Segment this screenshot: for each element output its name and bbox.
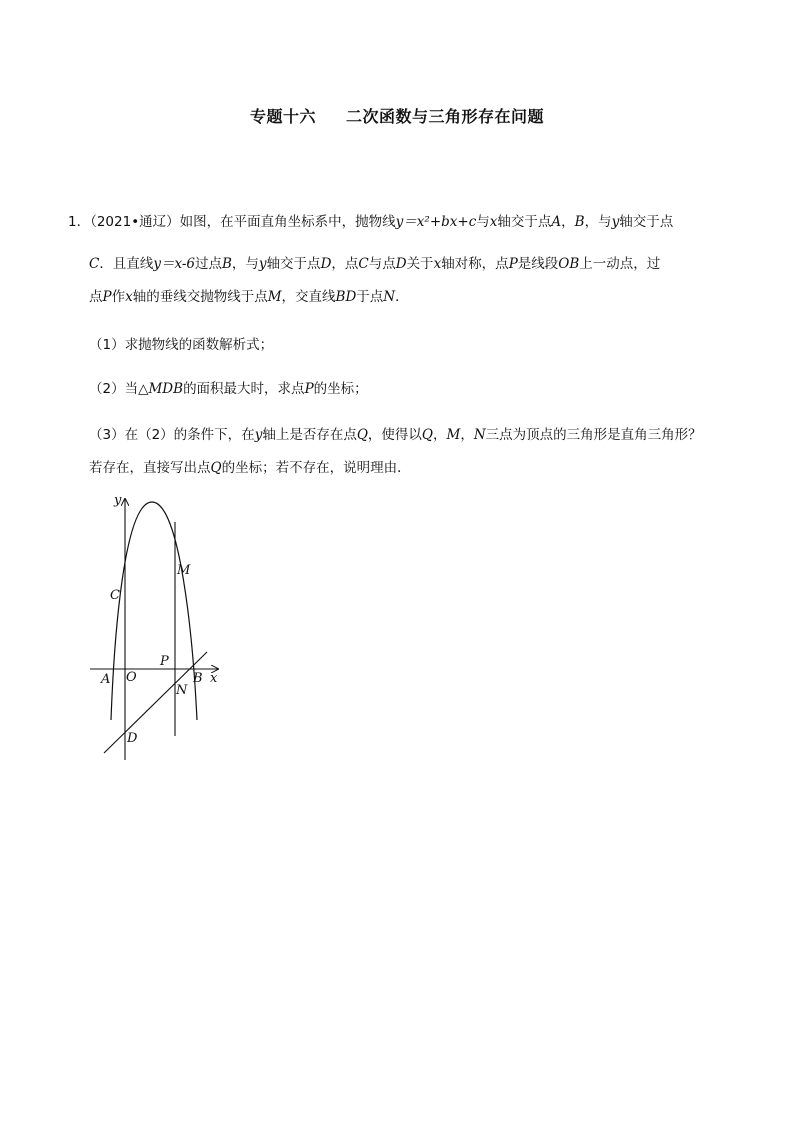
question-1: （1）求抛物线的函数解析式； — [89, 337, 274, 353]
label-y: y — [114, 493, 122, 508]
problem-line-1: 1．（2021•通辽）如图，在平面直角坐标系中，抛物线y＝x²+bx+c与x轴交于点A，B，与y轴交于点 — [68, 214, 674, 230]
label-d: D — [127, 731, 138, 746]
label-o: O — [126, 670, 137, 685]
label-p: P — [160, 654, 169, 669]
label-m: M — [177, 563, 191, 578]
question-3-continued: 若存在，直接写出点Q的坐标；若不存在，说明理由． — [89, 460, 411, 476]
problem-line-3: 点P作x轴的垂线交抛物线于点M，交直线BD于点N． — [89, 289, 409, 305]
parabola-figure — [80, 488, 230, 768]
label-a: A — [101, 672, 111, 687]
question-3: （3）在（2）的条件下，在y轴上是否存在点Q，使得以Q，M，N三点为顶点的三角形是直角三角形？ — [89, 427, 702, 443]
problem-line-2: C．且直线y＝x-6过点B，与y轴交于点D，点C与点D关于x轴对称，点P是线段OB上一动点，过 — [89, 256, 661, 272]
label-b: B — [193, 671, 203, 686]
line-bd — [104, 652, 207, 753]
label-x: x — [210, 671, 218, 686]
page-title: 专题十六 二次函数与三角形存在问题 — [249, 107, 545, 126]
label-n: N — [176, 683, 188, 698]
question-2: （2）当△MDB的面积最大时，求点P的坐标； — [89, 381, 368, 397]
label-c: C — [110, 588, 120, 603]
